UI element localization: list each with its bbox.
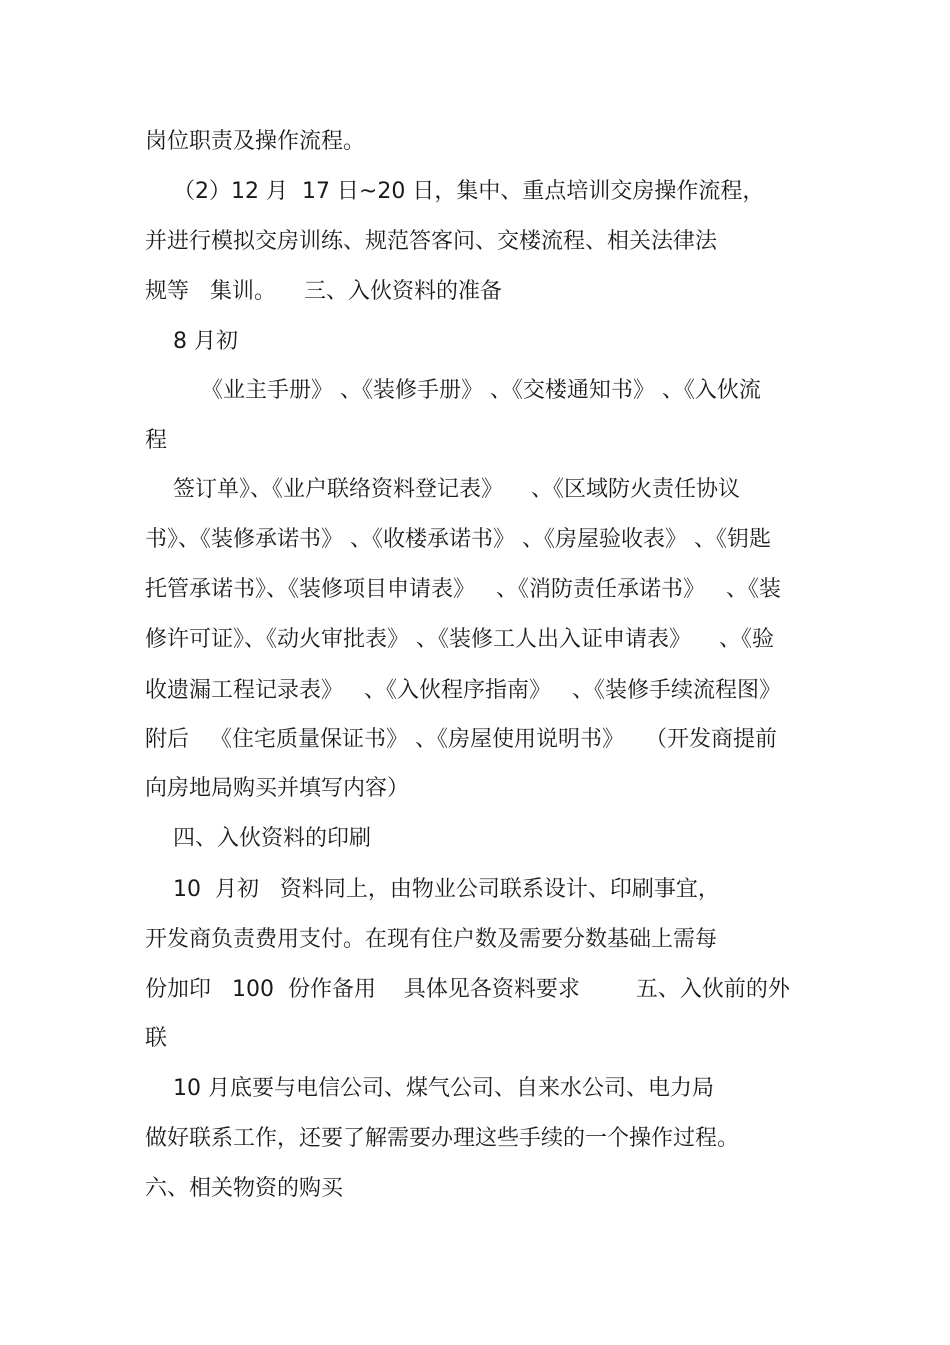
text-line: 开发商负责费用支付。在现有住户数及需要分数基础上需每 [145,927,718,952]
text-line: 做好联系工作，还要了解需要办理这些手续的一个操作过程。 [145,1126,740,1151]
text-line: 份加印 100 份作备用 具体见各资料要求 五、入伙前的外 [145,977,790,1002]
text-line: 10 月底要与电信公司、煤气公司、自来水公司、电力局 [145,1076,714,1101]
text-line: 向房地局购买并填写内容） [145,776,410,801]
text-line: 并进行模拟交房训练、规范答客问、交楼流程、相关法律法 [145,229,718,254]
text-line: 《业主手册》 、《装修手册》 、《交楼通知书》 、《入伙流 [145,378,761,403]
text-line: 附后 《住宅质量保证书》 、《房屋使用说明书》 （开发商提前 [145,727,777,752]
text-line: 托管承诺书》、《装修项目申请表》 、《消防责任承诺书》 、《装 [145,577,781,602]
text-line: 书》、《装修承诺书》 、《收楼承诺书》 、《房屋验收表》 、《钥匙 [145,527,771,552]
section-heading: 四、入伙资料的印刷 [145,826,371,851]
text-line: 10 月初 资料同上，由物业公司联系设计、印刷事宜， [145,877,720,902]
section-heading: 六、相关物资的购买 [145,1176,344,1201]
text-line: 规等 集训。 三、入伙资料的准备 [145,279,502,304]
text-line: 程 [145,428,168,453]
text-line: 8 月初 [145,329,238,354]
text-line: 签订单》、《业户联络资料登记表》 、《区域防火责任协议 [145,477,740,502]
text-line: 岗位职责及操作流程。 [145,129,366,154]
text-line: 联 [145,1026,168,1051]
text-line: 收遗漏工程记录表》 、《入伙程序指南》 、《装修手续流程图》 [145,678,781,703]
text-line: 修许可证》、《动火审批表》 、《装修工人出入证申请表》 、《验 [145,627,774,652]
text-line: （2）12 月 17 日~20 日，集中、重点培训交房操作流程， [145,179,765,204]
